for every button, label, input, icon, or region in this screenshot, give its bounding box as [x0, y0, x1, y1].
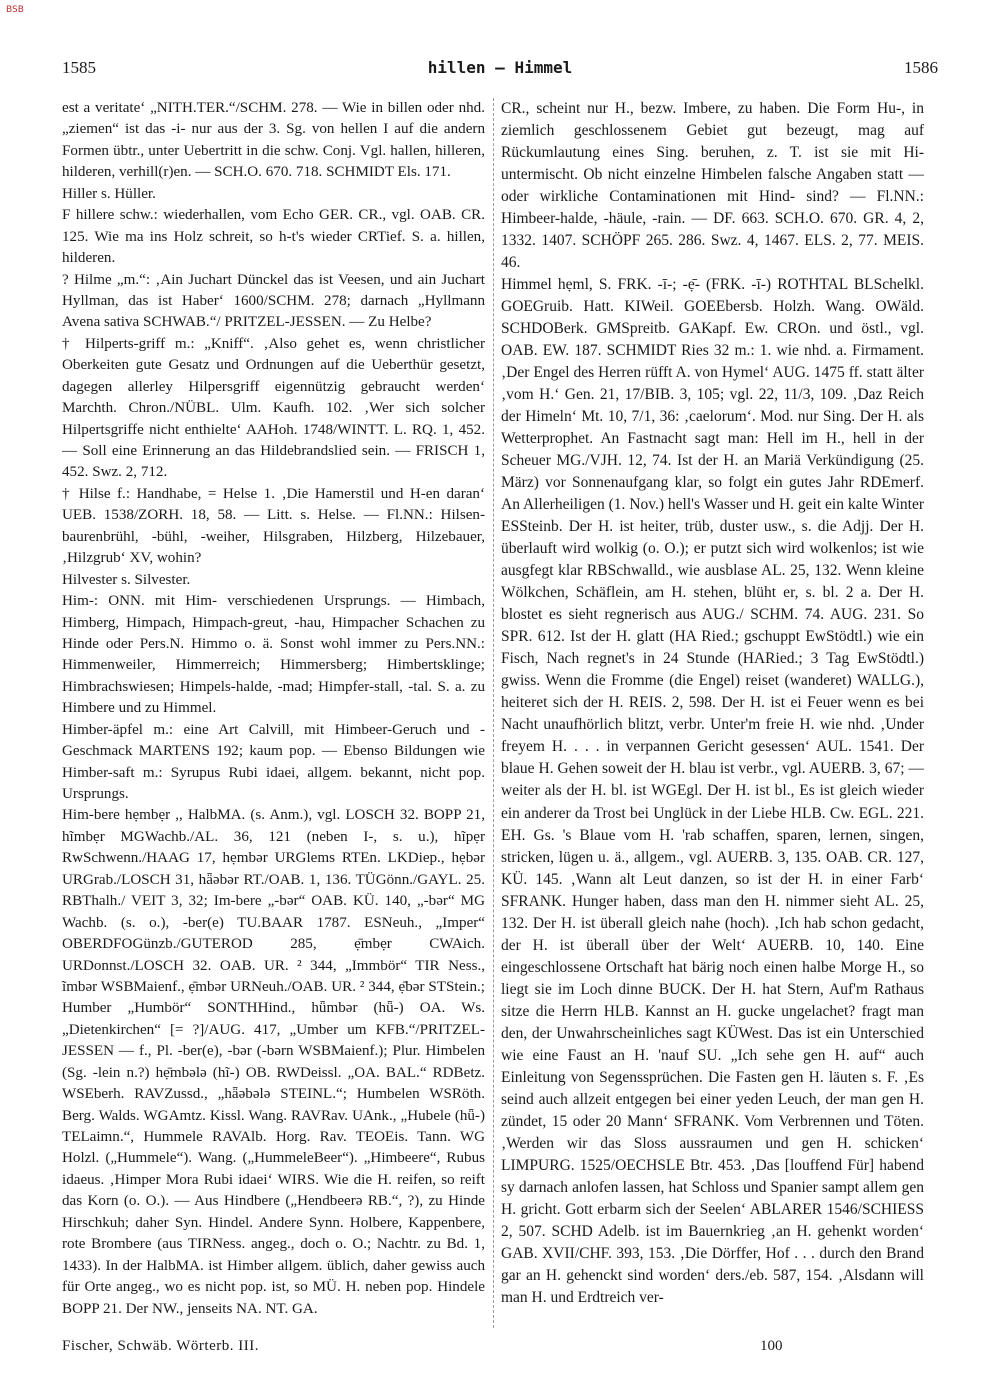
entry-hilme: ? Hilme „m.“: ‚Ain Juchart Dünckel das ist Veesen, und ain Juchart Hyllman, das ist Haber‘ 1600/SCHM. 278; darnach „Hyllmann Avena sativa SCHWAB.“/ PRITZEL-JESSEN. — Zu Helbe? [62, 271, 485, 331]
left-column [62, 98, 485, 1320]
entry-himmel: Himmel hẹml, S. FRK. -ī-; -ẹ̄- (FRK. -ī-) ROTHTAL BLSchelkl. GOEGruib. Hatt. KIWeil. GOEEbersb. Holzh. Wang. OWäld. SCHDOBerk. GMSpreitb. GAKapf. Ew. CROn. und östl., vgl. OAB. EW. 187. SCHMIDT Ries 32 m.: 1. wie nhd. a. Firmament. ‚Der Engel des Herren rüfft A. von Hymel‘ AUG. 1475 ff. statt älter ‚vom H.‘ Gen. 21, 17/BIB. 3, 105; vgl. 22, 11/3, 109. ‚Daz Reich der Himeln‘ Mt. 10, 7/1, 36: ‚caelorum‘. Mod. nur Sing. Der H. als Wetterprophet. An Fastnacht sagt man: Hell im H., hell in der Scheuer MG./VJH. 12, 74. Ist der H. an Mariä Verkündigung (25. März) vor Sonnenaufgang klar, so folgt ein gutes Jahr RDEmerf. An Allerheiligen (1. Nov.) hell's Wasser und H. geit ein kalte Winter ESSteinb. Der H. ist heiter, trüb, duster usw., s. die Adjj. Der H. überlauft wird wolkig (o. O.); er putzt sich wird wolkenlos; ist wie ausgfegt klar RBSchwalld., wie ausblase AL. 25, 132. Wenn kleine Wölkchen, Schäflein, am H. stehen, blüht er, s. bl. 2 a. Der H. blostet es sieht regnerisch aus AUG./ SCHM. 74. AUG. 231. So SPR. 612. Ist der H. glatt (HA Ried.; gschuppt EwStödtl.) wie ein Fisch, Nach regnet's in 24 Stunde (HARied.; 3 Tag EwStödtl.) gwiss. Wenn die Fromme (die Engel) reiset (wanderet) WALLG.), heiteret sich der H. REIS. 2, 598. Der H. ist ei Feuer wenn es bei Nacht unaufhörlich blitzt, verbr. Unter'm freie H. wie nhd. ‚Under freyem H. . . . in verpannen Gericht gesessen‘ AUL. 1541. Der blaue H. Gehen soweit der H. blau ist verbr., vgl. AUERB. 3, 67; — weiter als der H. bl. ist WGEgl. Der H. ist bl., Es ist gleich wieder ein anderer da Trost bei Unglück in der Liebe HLB. Cw. EGL. 221. EH. Gs. 's Blaue vom H. 'rab schaffen, sparen, lernen, singen, stricken, lügen u. ä., allgem., vgl. AUERB. 3, 135. OAB. CR. 127, KÜ. 145. ‚Wann alt Leut danzen, so ist der H. in einer Farb‘ SFRANK. Hunger haben, dass man den H. nimmer sieht AL. 25, 132. Der H. ist überall gleich nahe (hoch). ‚Ich hab schon gedacht, der H. ist überall über der Welt‘ AUERB. 10, 140. Eine eingeschlossene Ortschaft hat bärig noch einen halbe Morge H., so liegt sie im Loch dinne BUCK. Der H. hat Stern, Auf'm Rathaus sitze die Herrn HLB. Kannst an H. gucke ungelachet? fragt man den, der Unwahrscheinliches sagt KÜWest. Das ist ein Unterschied wie eine Faust an H. 'nauf SU. „Ich sehe gen H. auf“ auch Einleitung von Segenssprüchen. Die Fasten gen H. läuten s. F. ‚Es seind auch allzeit entgegen bei einer yeden Leuch, der man gen H. zündet, 15 oder 20 Mann‘ SFRANK. Vom Verbrennen und Töten. ‚Werden wir das Sloss aussraumen und gen H. schicken‘ LIMPURG. 1525/OECHSLE Btr. 453. ‚Das [louffend Für] habend sy darnach anlofen lassen, hat Schloss und Spanier sampt allem gen H. gricht. Gott erbarm sich der Seelen‘ ABLARER 1546/SCHIESS 2, 507. SCHD Adelb. ist im Bauernkrieg ‚an H. gehenkt worden‘ GAB. XVII/CHF. 393, 153. ‚Die Dörffer, Hof . . . durch den Brand gar an H. gehenckt sind worden‘ ders./eb. 587, 154. ‚Alsdann will man H. und Erdtreich ver- [501, 276, 924, 1306]
entry-him-bere-continued: CR., scheint nur H., bezw. Imbere, zu haben. Die Form Hu-, in ziemlich geschlossenem Gebiet gut bezeugt, mag auf Rückumlautung eines Sing. beruhen, z. T. ist sie mit Hi- untermischt. Ob nicht einzelne Himbelen falsche Angaben statt — oder wirkliche Contaminationen mit Hind- sind? — Fl.NN.: Himbeer-halde, -häule, -rain. — DF. 663. SCH.O. 670. GR. 4, 2, 1332. 1407. SCHÖPF 265. 286. Swz. 4, 1467. ELS. 2, 77. MEIS. 46. [501, 100, 924, 272]
entry-hillere: F hillere schw.: wiederhallen, vom Echo GER. CR., vgl. OAB. CR. 125. Wie ma ins Holz schreit, so h-t's wieder CRTief. S. a. hillen, hilderen. [62, 207, 485, 267]
entry-hillen-end: est a veritate‘ „NITH.TER.“/SCHM. 278. — Wie in billen oder nhd. „ziemen“ ist das -i- nur aus der 3. Sg. von hellen I auf die andern Formen übtr., unter Uebertritt in die schw. Conj. Vgl. hallen, hilleren, hilderen, verhill(r)en. — SCH.O. 670. 718. SCHMIDT Els. 171. [62, 100, 485, 181]
page-number-right: 1586 [904, 58, 938, 77]
entry-hilse: † Hilse f.: Handhabe, = Helse 1. ‚Die Hamerstil und H-en daran‘ UEB. 1538/ZORH. 18, 58. — Litt. s. Helse. — Fl.NN.: Hilsen-baurenbrühl, -bühl, -weiher, Hilsgraben, Hilzberg, Hilzebauer, ‚Hilzgrub‘ XV, wohin? [62, 485, 485, 567]
entry-hilvester: Hilvester s. Silvester. [62, 571, 191, 588]
entry-him: Him-: ONN. mit Him- verschiedenen Ursprungs. — Himbach, Himberg, Himpach, Himpach-greut, -hau, Himpacher Schachen zu Hinde oder Pers.N. Himmo o. ä. Sonst wohl immer zu Pers.NN.: Himmenweiler, Himmerreich; Himmersberg; Himbertsklinge; Himbrachswiesen; Himpels-halde, -mad; Himpfer-stall, -tal. S. a. zu Himbere und zu Himmel. [62, 593, 485, 717]
signature-mark: 100 [760, 1338, 783, 1354]
library-stamp: BSB [6, 5, 24, 15]
entry-hilperts-griff: † Hilperts-griff m.: „Kniff“. ‚Also gehet es, wenn christlicher Oberkeiten gute Gesatz und Ordnungen auf die Ueberthür gesetzt, dagegen allerley Hilpersgriff eigennützig gebraucht werden‘ Marchth. Chron./NÜBL. Ulm. Kaufh. 102. ‚Wer sich solcher Hilpertsgriffe nicht enthielte‘ AAHoh. 1748/WINTT. L. RQ. 1, 452. — Soll eine Erinnerung an das Hildebrandslied sein. — FRISCH 1, 452. Swz. 2, 712. [62, 335, 485, 481]
entry-himber-aepfel: Himber-äpfel m.: eine Art Calvill, mit Himbeer-Geruch und -Geschmack MARTENS 192; kaum pop. — Ebenso Bildungen wie Himber-saft m.: Syrupus Rubi idaei, allgem. bekannt, nicht pop. Ursprungs. [62, 721, 485, 802]
running-title: hillen — Himmel [427, 58, 573, 77]
page-number-left: 1585 [62, 58, 96, 77]
entry-him-bere: Him-bere hẹmbẹr ,, HalbMA. (s. Anm.), vgl. LOSCH 32. BOPP 21, hĩmbẹr MGWachb./AL. 36, 121 (neben I-, s. u.), hĩpẹr RwSchwenn./HAAG 17, hẹmbər URGlems RTEn. LKDiep., hẹbər URGrab./LOSCH 31, hǟəbər RT./OAB. 1, 136. TÜGönn./GAYL. 25. RBThalh./ VEIT 3, 32; Im-bere „-bər“ OAB. KÜ. 140, „-bər“ MG Wachb. (s. o.), -ber(e) TU.BAAR 1787. ESNeuh., „Imper“ OBERDFOGünzb./GUTEROD 285, ẹ̄mbẹr CWAich. URDonnst./LOSCH 32. OAB. UR. ² 344, „Immbör“ TIR Ness., ĩmbər WSBMaienf., ẹ̄mbər URNeuh./OAB. UR. ² 344, ẹ̄bər STStein.; Humber „Humbör“ SONTHHind., hǖmbər (hǖ-) OA. Ws. „Dietenkirchen“ [= ?]/AUG. 417, „Umber um KFB.“/PRITZEL-JESSEN — f., Pl. -ber(e), -bər (-bərn WSBMaienf.); Plur. Himbelen (Sg. -lein n.?) hẹ̄mbələ (hĩ-) OB. RWDeissl. „OA. BAL.“ RDBetz. WSEberh. RAVZussd., „hǟəbələ STEINL.“; Humbelen WSRöth. Berg. Walds. WGAmtz. Kissl. Wang. RAVRav. UAnk., „Hubele (hǖ-) TELaimn.“, Hummele RAVAlb. Horg. Rav. TEOEis. Tann. WG Holzl. („Hummele“). Wang. („HummeleBeer“). „Himbeere“, Rubus idaeus. ‚Himper Mora Rubi idaei‘ WIRS. Wie die H. reifen, so reift das Korn (o. O.). — Aus Hindbere („Hendbeerə RB.“, ?), zu Hinde Hirschkuh; daher Syn. Hindel. Andere Synn. Holbere, Kappenbere, rote Brombere (aus TIRNess. angeg., doch o. O.; Nachtr. zu Bd. 1, 1433). In der HalbMA. ist Himber allgem. üblich, daher gewiss auch für Orte angeg., wo es nicht pop. ist, so MÜ. H. neben pop. Hindele BOPP 21. Der NW., jenseits NA. NT. GA. [62, 807, 485, 1317]
publication-footer: Fischer, Schwäb. Wörterb. III. [62, 1338, 259, 1354]
right-column [501, 98, 924, 1309]
column-divider [493, 98, 494, 1328]
entry-hiller: Hiller s. Hüller. [62, 185, 156, 202]
